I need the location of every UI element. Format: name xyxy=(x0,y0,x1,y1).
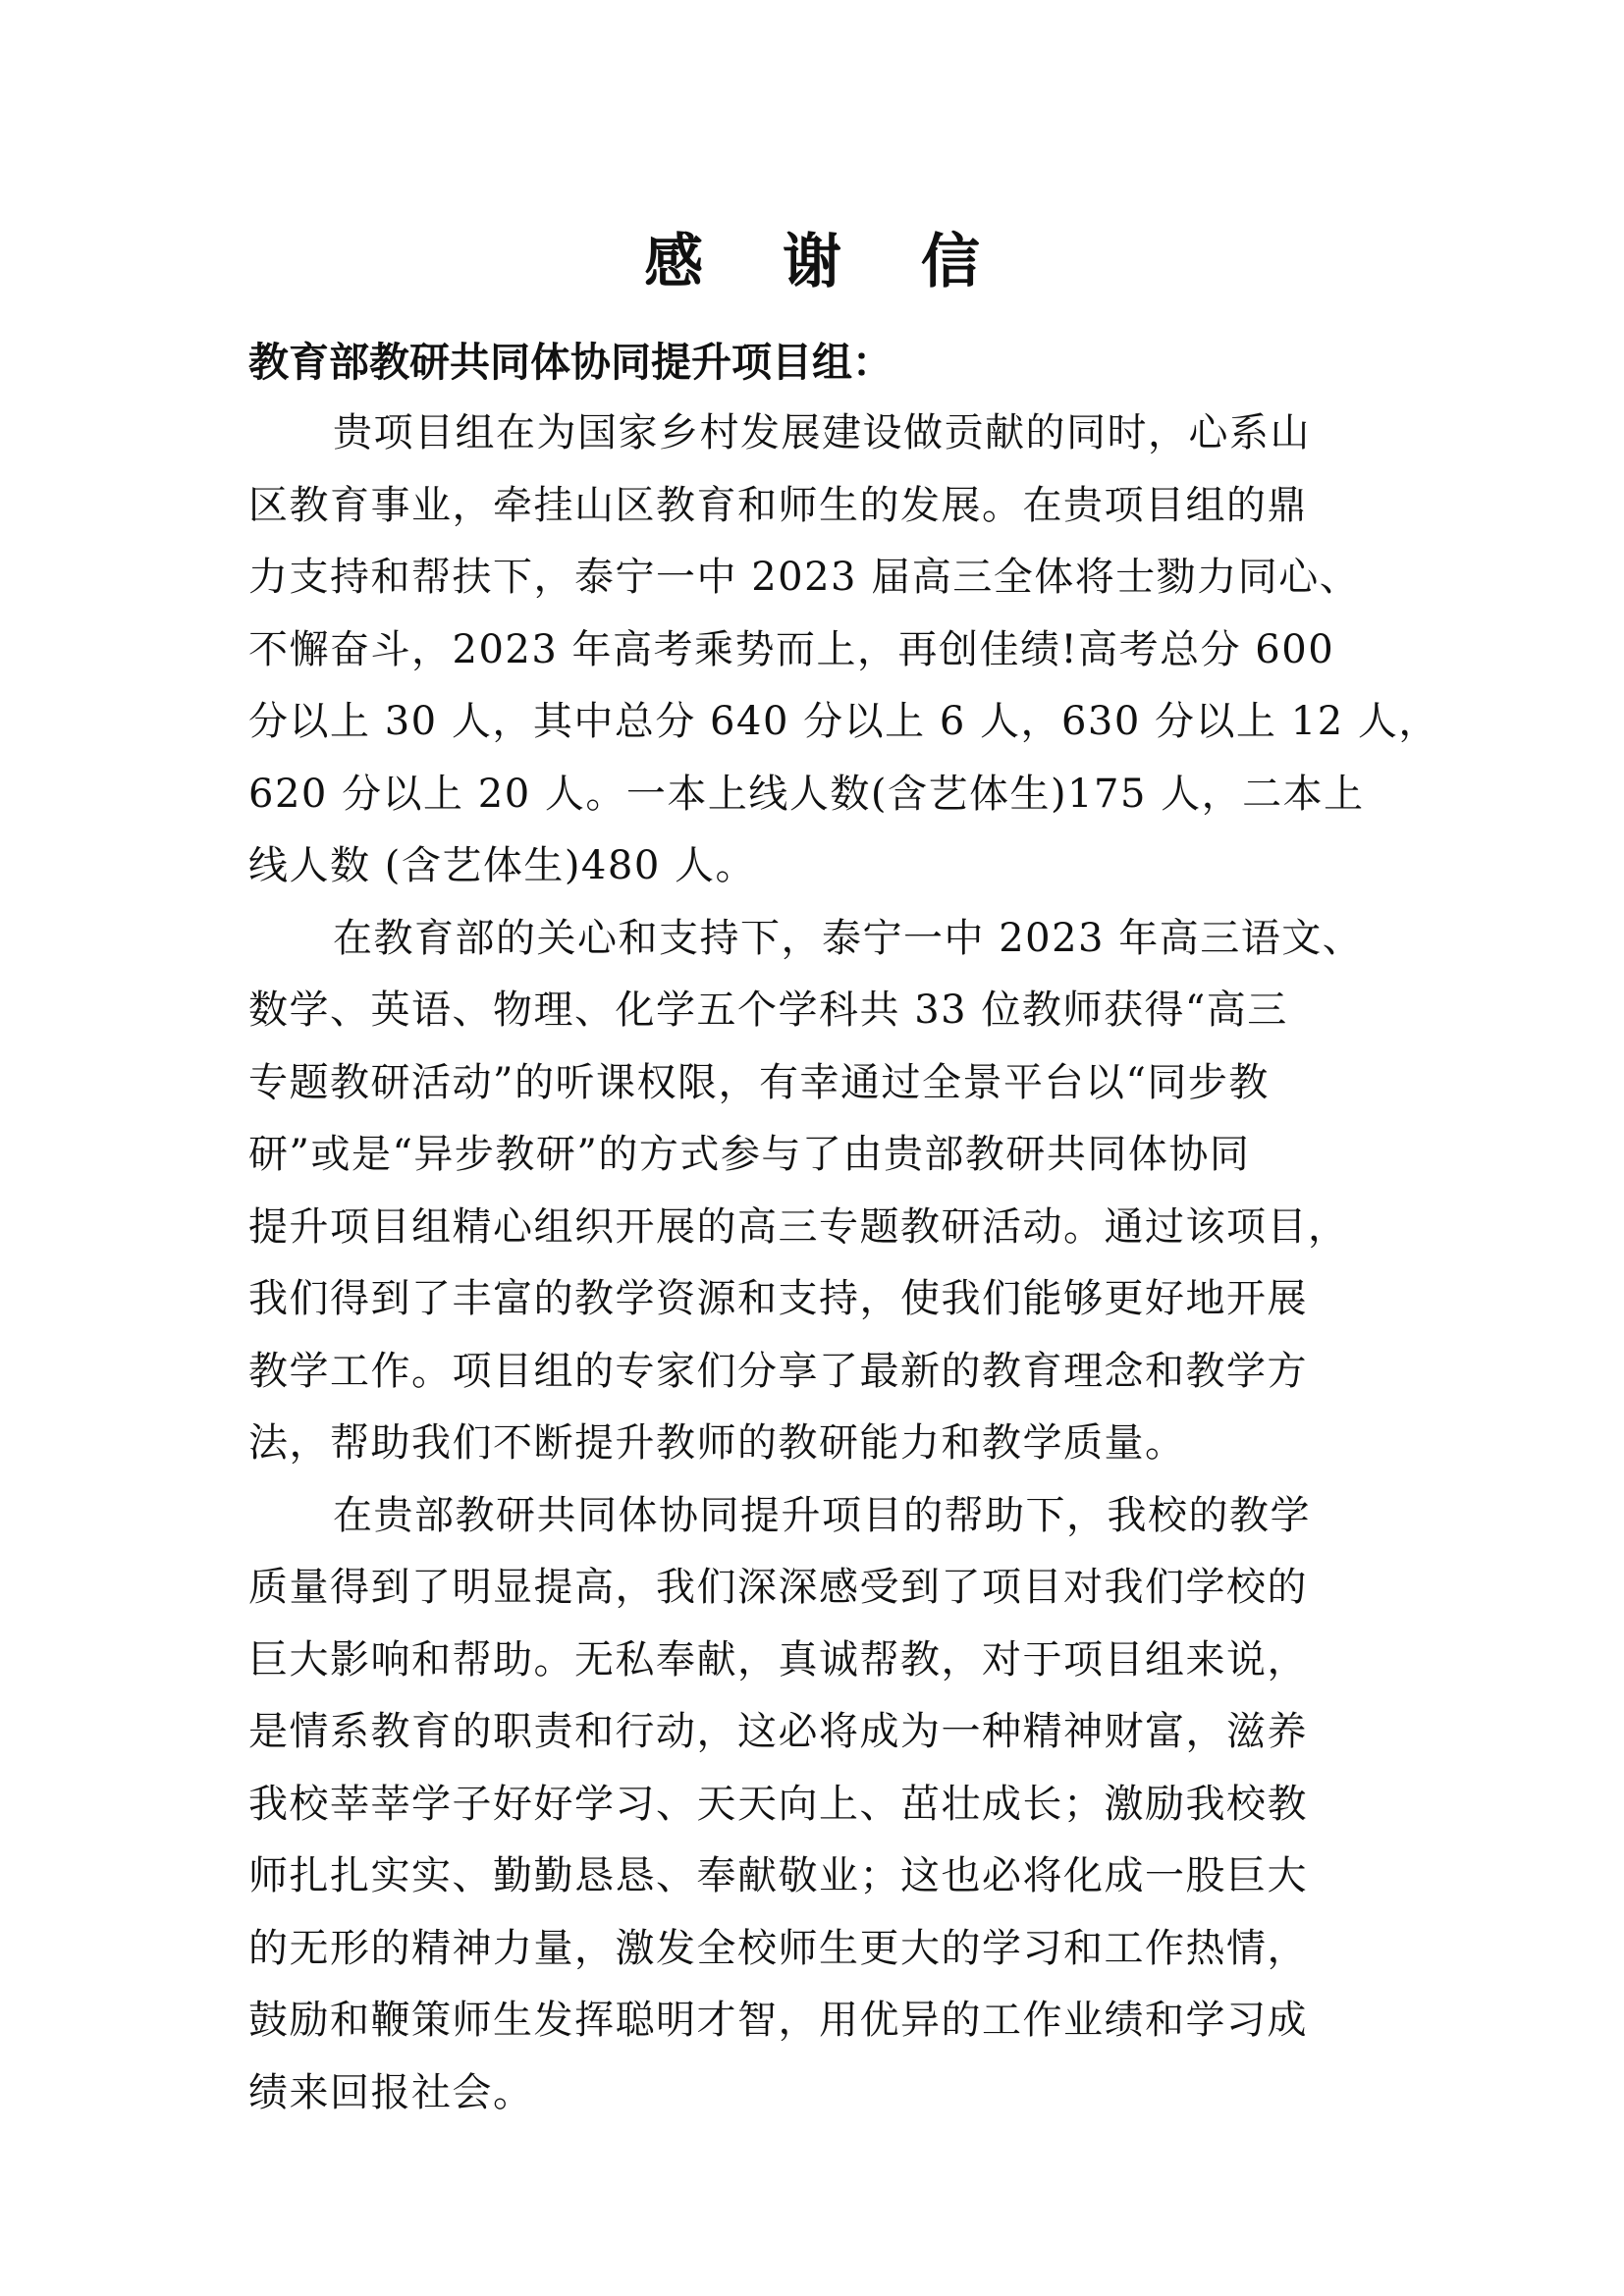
text-line: 在贵部教研共同体协同提升项目的帮助下，我校的教学 xyxy=(333,1492,1311,1538)
text-line: 巨大影响和帮助。无私奉献，真诚帮教，对于项目组来说， xyxy=(248,1636,1308,1682)
text-line: 线人数 (含艺体生)480 人。 xyxy=(248,843,756,888)
text-line: 在教育部的关心和支持下，泰宁一中 2023 年高三语文、 xyxy=(333,915,1364,961)
paragraph-2 xyxy=(248,903,1392,1480)
text-line: 质量得到了明显提高，我们深深感受到了项目对我们学校的 xyxy=(248,1565,1308,1610)
text-line: 我校莘莘学子好好学习、天天向上、茁壮成长；激励我校教 xyxy=(248,1781,1308,1827)
text-line: 研”或是“异步教研”的方式参与了由贵部教研共同体协同 xyxy=(248,1132,1251,1177)
text-line: 鼓励和鞭策师生发挥聪明才智，用优异的工作业绩和学习成 xyxy=(248,1998,1308,2043)
text-line: 力支持和帮扶下，泰宁一中 2023 届高三全体将士勠力同心、 xyxy=(248,555,1361,600)
text-line: 专题教研活动”的听课权限，有幸通过全景平台以“同步教 xyxy=(248,1059,1270,1105)
text-line: 绩来回报社会。 xyxy=(248,2069,534,2115)
text-line: 的无形的精神力量，激发全校师生更大的学习和工作热情， xyxy=(248,1925,1308,1971)
letter-title: 感 谢 信 xyxy=(644,228,1009,296)
text-line: 是情系教育的职责和行动，这必将成为一种精神财富，滋养 xyxy=(248,1709,1308,1754)
text-line: 贵项目组在为国家乡村发展建设做贡献的同时，心系山 xyxy=(333,410,1311,455)
text-line: 区教育事业，牵挂山区教育和师生的发展。在贵项目组的鼎 xyxy=(248,482,1308,528)
text-line: 法，帮助我们不断提升教师的教研能力和教学质量。 xyxy=(248,1420,1186,1466)
text-line: 我们得到了丰富的教学资源和支持，使我们能够更好地开展 xyxy=(248,1276,1308,1321)
text-line: 师扎扎实实、勤勤恳恳、奉献敬业；这也必将化成一股巨大 xyxy=(248,1853,1308,1898)
text-line: 提升项目组精心组织开展的高三专题教研活动。通过该项目， xyxy=(248,1203,1349,1250)
text-line: 数学、英语、物理、化学五个学科共 33 位教师获得“高三 xyxy=(248,988,1288,1033)
text-line: 教学工作。项目组的专家们分享了最新的教育理念和教学方 xyxy=(248,1348,1308,1394)
text-line: 620 分以上 20 人。一本上线人数(含艺体生)175 人，二本上 xyxy=(248,771,1365,817)
paragraph-1 xyxy=(248,398,1439,903)
salutation: 教育部教研共同体协同提升项目组： xyxy=(248,339,893,386)
text-line: 分以上 30 人，其中总分 640 分以上 6 人，630 分以上 12 人， xyxy=(248,699,1439,744)
paragraph-3 xyxy=(248,1480,1392,2130)
text-line: 不懈奋斗，2023 年高考乘势而上，再创佳绩!高考总分 600 xyxy=(248,626,1335,672)
letter-body xyxy=(248,327,1439,2129)
